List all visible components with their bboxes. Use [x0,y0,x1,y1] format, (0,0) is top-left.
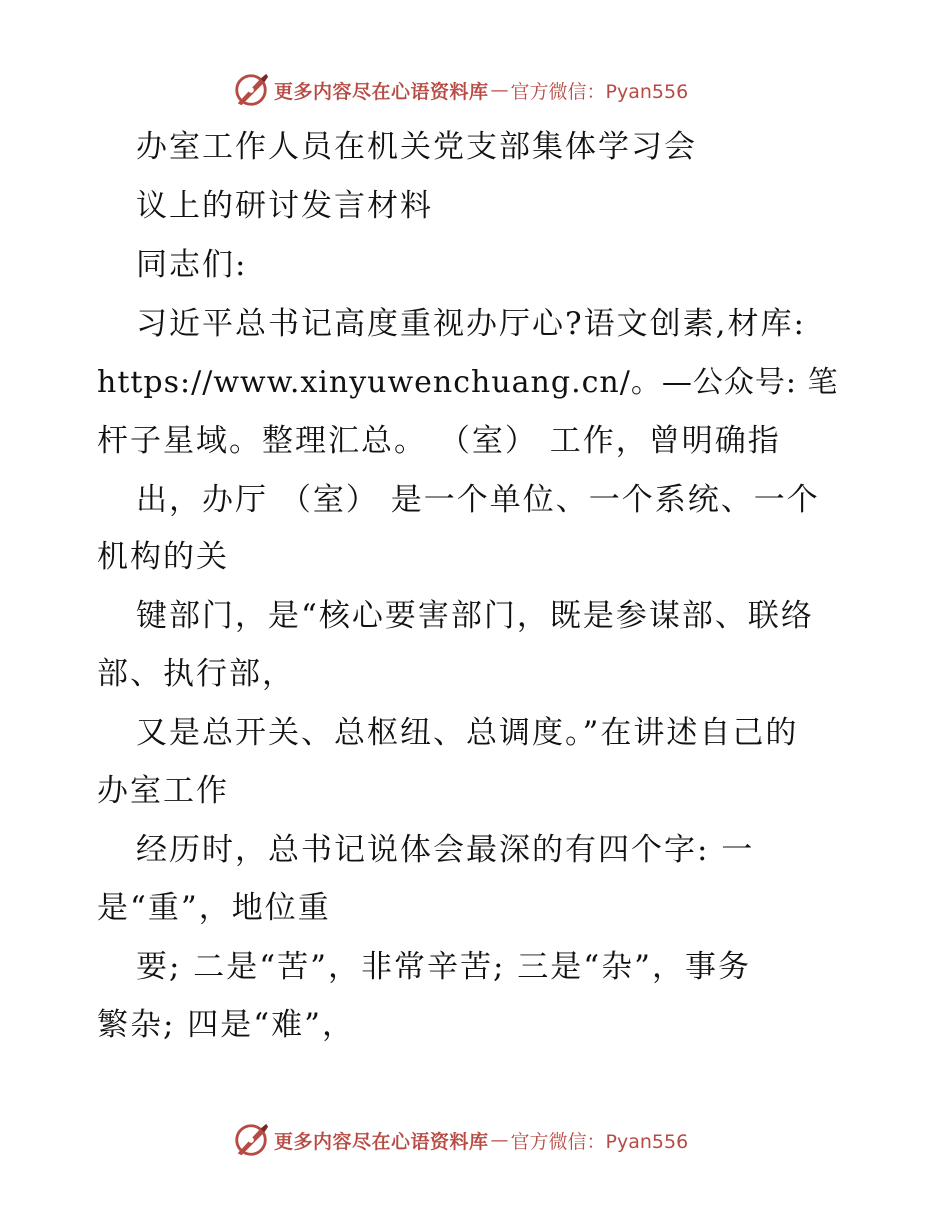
footer-separator: — [490,1129,509,1151]
paragraph-line: 是“重”，地位重 [97,890,331,926]
header-separator: — [490,79,509,101]
salutation: 同志们: [136,247,248,283]
paragraph-line: 键部门，是“核心要害部门，既是参谋部、联络 [136,598,814,634]
header-promo-text: 更多内容尽在心语资料库 [274,80,489,103]
header-wechat-text: 官方微信：Pyan556 [510,80,689,103]
pen-nib-logo-icon [232,1121,270,1159]
paragraph-line: 要; 二是“苦”，非常辛苦; 三是“杂”，事务 [136,949,751,985]
footer-wechat-text: 官方微信：Pyan556 [510,1130,689,1153]
paragraph-line: 经历时，总书记说体会最深的有四个字: 一 [136,832,755,868]
footer-banner [232,1120,732,1160]
title-line-1: 办室工作人员在机关党支部集体学习会 [136,129,697,165]
pen-nib-logo-icon [232,71,270,109]
title-line-2: 议上的研讨发言材料 [136,188,433,224]
paragraph-line: https://www.xinyuwenchuang.cn/。—公众号: 笔 [97,365,839,400]
paragraph-line: 机构的关 [97,539,229,575]
footer-promo-text: 更多内容尽在心语资料库 [274,1130,489,1153]
paragraph-line: 办室工作 [97,773,229,809]
paragraph-line: 又是总开关、总枢纽、总调度。”在讲述自己的 [136,715,799,751]
paragraph-line: 部、执行部， [97,656,295,692]
paragraph-line: 出，办厅 （室） 是一个单位、一个系统、一个 [136,482,820,518]
paragraph-line: 习近平总书记高度重视办厅心?语文创素,材库: [136,306,806,342]
paragraph-line: 繁杂; 四是“难”， [97,1007,355,1043]
header-banner [232,70,732,110]
paragraph-line: 杆子星域。整理汇总。 （室） 工作，曾明确指 [97,423,781,459]
